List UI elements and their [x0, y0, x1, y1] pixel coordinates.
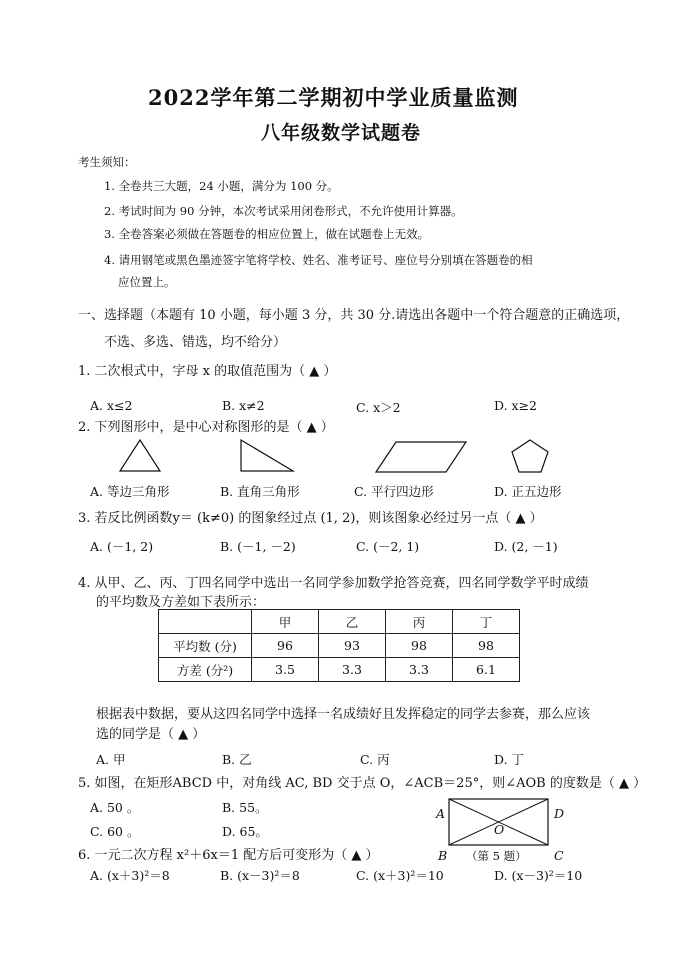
table-header-row: [159, 610, 520, 634]
figure-caption: （第 5 题）: [466, 849, 527, 863]
question-4-followup: 根据表中数据，要从这四名同学中选择一名成绩好且发挥稳定的同学去参赛，那么应该: [96, 707, 591, 722]
question-4-stem: 4. 从甲、乙、丙、丁四名同学中选出一名同学参加数学抢答竞赛，四名同学数学平时成绩: [78, 576, 589, 591]
q4-option-b: B. 乙: [222, 752, 252, 767]
notice-item-4-cont: 应位置上。: [118, 275, 176, 289]
table-header-cell: 乙: [319, 610, 386, 634]
q3-option-c: C. (－2, 1): [356, 539, 420, 554]
notice-heading: 考生须知：: [78, 155, 136, 169]
question-6-stem: 6. 一元二次方程 x²＋6x＝1 配方后可变形为（ ▲ ）: [78, 848, 379, 863]
table-cell: 平均数 (分): [159, 634, 252, 658]
vertex-b-label: B: [438, 848, 448, 863]
regular-pentagon-figure: [510, 438, 550, 474]
question-3-stem: 3. 若反比例函数y＝ (k≠0) 的图象经过点 (1, 2)，则该图象必经过另一点（ ▲ ）: [78, 511, 543, 526]
table-header-cell: 丁: [453, 610, 520, 634]
question-5-stem: 5. 如图，在矩形ABCD 中，对角线 AC, BD 交于点 O，∠ACB＝25°，则∠AOB 的度数是（ ▲ ）: [78, 776, 647, 791]
table-header-cell: 丙: [386, 610, 453, 634]
q4-option-c: C. 丙: [360, 752, 390, 767]
q3-option-a: A. (－1, 2): [90, 539, 154, 554]
table-cell: 6.1: [453, 658, 520, 682]
q6-option-d: D. (x－3)²＝10: [494, 868, 583, 883]
table-row: [159, 634, 520, 658]
q1-option-c: C. x＞2: [356, 400, 401, 415]
table-cell: 96: [252, 634, 319, 658]
q4-option-a: A. 甲: [96, 752, 126, 767]
notice-item-4: 4. 请用钢笔或黑色墨迹签字笔将学校、姓名、准考证号、座位号分别填在答题卷的相: [104, 253, 533, 267]
table-cell: 98: [453, 634, 520, 658]
table-cell: 98: [386, 634, 453, 658]
table-cell: 3.5: [252, 658, 319, 682]
question-1-stem: 1. 二次根式中，字母 x 的取值范围为（ ▲ ）: [78, 364, 337, 379]
q5-option-d: D. 65。: [222, 824, 268, 839]
q1-option-b: B. x≠2: [222, 398, 265, 413]
page-title: 2022学年第二学期初中学业质量监测: [148, 85, 519, 110]
question-2-stem: 2. 下列图形中，是中心对称图形的是（ ▲ ）: [78, 420, 334, 435]
parallelogram-figure: [374, 440, 468, 474]
q3-option-d: D. (2, －1): [494, 539, 558, 554]
notice-item-3: 3. 全卷答案必须做在答题卷的相应位置上，做在试题卷上无效。: [104, 227, 430, 241]
table-cell: 3.3: [319, 658, 386, 682]
table-header-cell: [159, 610, 252, 634]
q1-option-d: D. x≥2: [494, 398, 537, 413]
q3-option-b: B. (－1, －2): [220, 539, 296, 554]
table-cell: 方差 (分²): [159, 658, 252, 682]
q4-option-d: D. 丁: [494, 752, 525, 767]
q2-option-d: D. 正五边形: [494, 484, 562, 499]
vertex-a-label: A: [436, 806, 446, 821]
q2-option-b: B. 直角三角形: [220, 484, 300, 499]
section-1-heading: 一、选择题（本题有 10 小题，每小题 3 分，共 30 分.请选出各题中一个符合题意的正确选项，: [78, 308, 630, 323]
table-cell: 3.3: [386, 658, 453, 682]
equilateral-triangle-figure: [118, 438, 162, 474]
page-subtitle: 八年级数学试题卷: [261, 122, 422, 144]
q6-option-a: A. (x＋3)²＝8: [90, 868, 170, 883]
q6-option-c: C. (x＋3)²＝10: [356, 868, 444, 883]
q1-option-a: A. x≤2: [90, 398, 133, 413]
table-row: [159, 658, 520, 682]
q2-option-a: A. 等边三角形: [90, 484, 170, 499]
notice-item-2: 2. 考试时间为 90 分钟，本次考试采用闭卷形式，不允许使用计算器。: [104, 204, 463, 218]
q5-option-c: C. 60 。: [90, 824, 140, 839]
center-o-label: O: [494, 822, 505, 837]
table-cell: 93: [319, 634, 386, 658]
section-1-heading-cont: 不选、多选、错选，均不给分）: [104, 335, 287, 350]
vertex-d-label: D: [554, 806, 565, 821]
q5-option-b: B. 55。: [222, 800, 268, 815]
scores-table: [158, 609, 520, 682]
question-4-stem-cont: 的平均数及方差如下表所示：: [96, 595, 266, 610]
q2-option-c: C. 平行四边形: [354, 484, 434, 499]
q6-option-b: B. (x－3)²＝8: [220, 868, 300, 883]
table-header-cell: 甲: [252, 610, 319, 634]
vertex-c-label: C: [554, 848, 564, 863]
right-triangle-figure: [238, 438, 296, 474]
q5-option-a: A. 50 。: [90, 800, 140, 815]
notice-item-1: 1. 全卷共三大题，24 小题，满分为 100 分。: [104, 179, 339, 193]
question-4-followup-cont: 选的同学是（ ▲ ）: [96, 727, 206, 742]
